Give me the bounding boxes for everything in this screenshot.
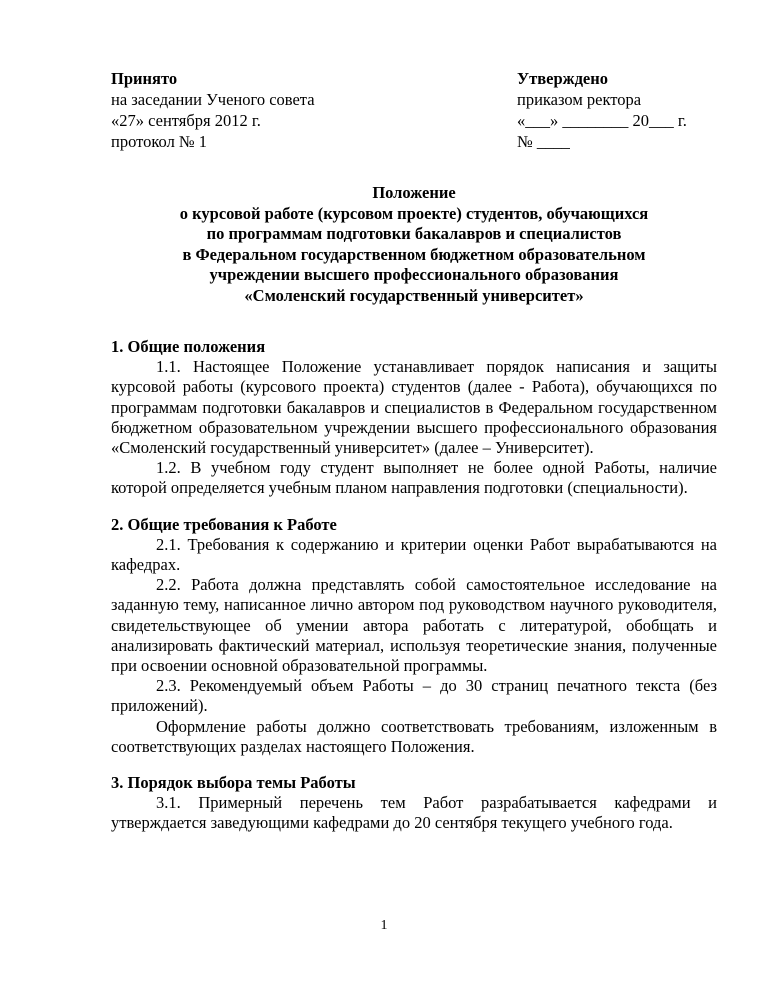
approved-title: Утверждено bbox=[517, 69, 609, 88]
section-general bbox=[111, 337, 717, 499]
approved-line-2: «___» ________ 20___ г. bbox=[517, 111, 687, 130]
accepted-title: Принято bbox=[111, 69, 178, 88]
title-line-3: по программам подготовки бакалавров и специалистов bbox=[206, 224, 622, 243]
paragraph: 2.3. Рекомендуемый объем Работы – до 30 страниц печатного текста (без приложений). bbox=[111, 676, 717, 716]
approval-block-approved bbox=[517, 68, 687, 152]
paragraph: 1.1. Настоящее Положение устанавливает порядок написания и защиты курсовой работы (курсового проекта) студентов (далее - Работа), обучающихся по программам подготовки бакалавров и специалистов в Федеральном государственном бюджетном образовательном учреждении высшего профессионального образования «Смоленский государственный университет» (далее – Университет). bbox=[111, 357, 717, 458]
paragraph: 2.1. Требования к содержанию и критерии оценки Работ вырабатываются на кафедрах. bbox=[111, 534, 717, 575]
accepted-line-3: протокол № 1 bbox=[111, 132, 208, 151]
document-body bbox=[111, 337, 717, 834]
section-heading: 3. Порядок выбора темы Работы bbox=[111, 773, 356, 793]
title-line-4: в Федеральном государственном бюджетном образовательном bbox=[182, 244, 646, 264]
paragraph: 3.1. Примерный перечень тем Работ разрабатывается кафедрами и утверждается заведующими кафедрами до 20 сентября текущего учебного года. bbox=[111, 793, 717, 833]
section-heading: 2. Общие требования к Работе bbox=[111, 514, 337, 534]
title-line-5: учреждении высшего профессионального образования bbox=[209, 265, 619, 284]
document-title bbox=[100, 183, 728, 306]
section-heading: 1. Общие положения bbox=[111, 337, 266, 356]
title-line-1: Положение bbox=[372, 183, 456, 202]
paragraph: Оформление работы должно соответствовать требованиям, изложенным в соответствующих разделах настоящего Положения. bbox=[111, 716, 717, 756]
section-gap bbox=[111, 499, 717, 515]
section-topic-selection bbox=[111, 773, 717, 834]
title-line-2: о курсовой работе (курсовом проекте) студентов, обучающихся bbox=[179, 203, 649, 223]
paragraph: 1.2. В учебном году студент выполняет не более одной Работы, наличие которой определяется учебным планом направления подготовки (специальности). bbox=[111, 458, 717, 498]
accepted-line-2: «27» сентября 2012 г. bbox=[111, 111, 261, 130]
approved-line-3: № ____ bbox=[517, 132, 570, 151]
section-requirements bbox=[111, 515, 717, 757]
approval-block-accepted bbox=[111, 68, 315, 152]
paragraph: 2.2. Работа должна представлять собой самостоятельное исследование на заданную тему, написанное лично автором под руководством научного руководителя, свидетельствующее об умении автора работать с литературой, обобщать и анализировать фактический материал, используя теоретические знания, полученные при освоении основной образовательной программы. bbox=[111, 575, 717, 676]
approved-line-1: приказом ректора bbox=[517, 90, 642, 109]
page-number: 1 bbox=[380, 918, 388, 933]
title-line-6: «Смоленский государственный университет» bbox=[244, 285, 584, 305]
section-gap bbox=[111, 757, 717, 773]
accepted-line-1: на заседании Ученого совета bbox=[111, 90, 315, 109]
